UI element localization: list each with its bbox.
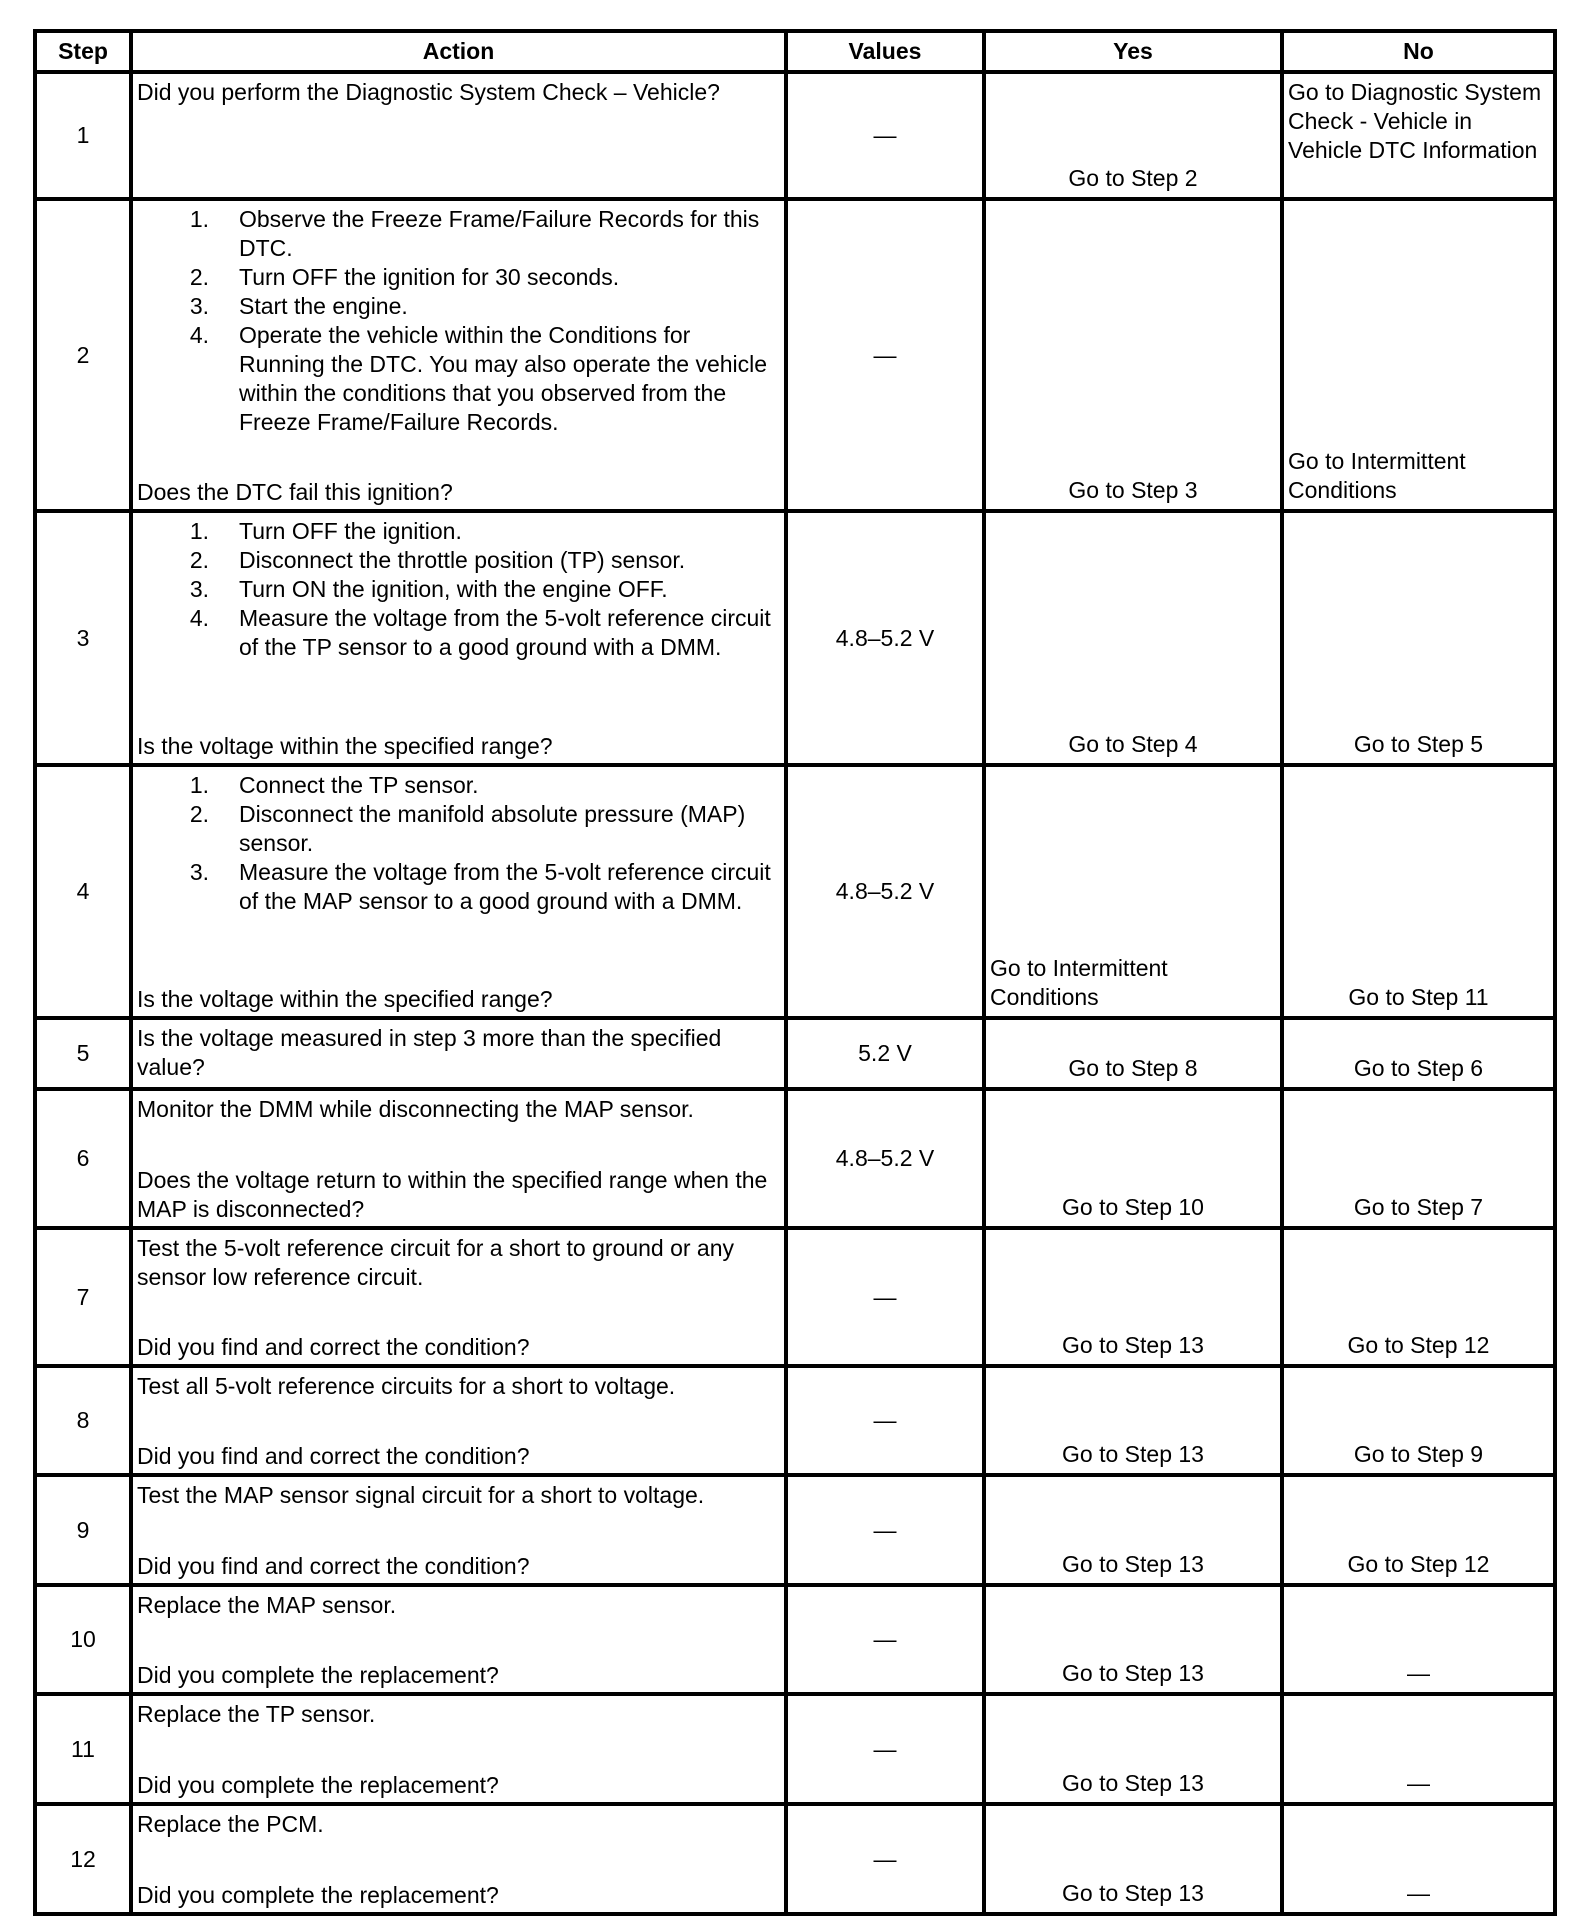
yes-result: Go to Step 13	[986, 1696, 1280, 1802]
action-steps-list	[137, 205, 780, 437]
action-step-item	[137, 205, 780, 263]
action-step-number: 4.	[189, 605, 209, 631]
header-action: Action	[133, 33, 784, 70]
action-step-text: Operate the vehicle within the Conditions for Running the DTC. You may also operate the vehicle within the conditions that you observed from the Freeze Frame/Failure Records.	[239, 322, 768, 435]
action-step-item	[137, 263, 780, 292]
action-steps-list	[137, 771, 780, 916]
values-cell: —	[788, 1477, 982, 1583]
no-result: Go to Step 6	[1284, 1020, 1553, 1087]
no-result: —	[1284, 1696, 1553, 1802]
action-question: Is the voltage within the specified range?	[137, 733, 553, 759]
action-step-text: Connect the TP sensor.	[239, 772, 479, 798]
action-top	[137, 1024, 780, 1082]
no-result: Go to Intermittent Conditions	[1284, 201, 1553, 509]
action-text: Replace the MAP sensor.	[137, 1592, 397, 1618]
step-number: 10	[37, 1587, 129, 1692]
action-step-text: Turn ON the ignition, with the engine OFF.	[239, 576, 668, 602]
yes-result: Go to Step 13	[986, 1368, 1280, 1473]
action-step-text: Turn OFF the ignition for 30 seconds.	[239, 264, 620, 290]
action-top	[137, 78, 780, 107]
step-number: 11	[37, 1696, 129, 1802]
action-cell	[133, 201, 784, 509]
action-step-text: Disconnect the throttle position (TP) sensor.	[239, 547, 686, 573]
action-text: Test the MAP sensor signal circuit for a short to voltage.	[137, 1482, 705, 1508]
header-step: Step	[37, 33, 129, 70]
yes-result: Go to Step 13	[986, 1806, 1280, 1912]
action-step-number: 3.	[189, 859, 209, 885]
action-step-number: 2.	[189, 547, 209, 573]
action-top	[137, 205, 780, 437]
action-text: Replace the TP sensor.	[137, 1701, 376, 1727]
yes-result: Go to Step 10	[986, 1091, 1280, 1226]
action-top	[137, 1095, 780, 1124]
yes-result: Go to Step 3	[986, 201, 1280, 509]
action-step-number: 2.	[189, 264, 209, 290]
yes-result: Go to Step 13	[986, 1230, 1280, 1364]
no-result: —	[1284, 1806, 1553, 1912]
action-text: Replace the PCM.	[137, 1811, 324, 1837]
action-top	[137, 1234, 780, 1292]
action-step-item	[137, 292, 780, 321]
no-result: Go to Step 11	[1284, 767, 1553, 1016]
action-step-text: Measure the voltage from the 5-volt reference circuit of the MAP sensor to a good ground with a DMM.	[239, 859, 771, 914]
action-cell	[133, 1020, 784, 1087]
step-number: 3	[37, 513, 129, 763]
action-top	[137, 1591, 780, 1620]
action-step-item	[137, 604, 780, 662]
action-cell	[133, 74, 784, 197]
action-cell	[133, 767, 784, 1016]
action-top	[137, 517, 780, 662]
values-cell: —	[788, 201, 982, 509]
action-cell	[133, 1477, 784, 1583]
step-number: 6	[37, 1091, 129, 1226]
yes-result: Go to Step 2	[986, 74, 1280, 197]
no-result: Go to Diagnostic System Check - Vehicle in Vehicle DTC Information	[1284, 74, 1553, 197]
header-values: Values	[788, 33, 982, 70]
action-step-item	[137, 771, 780, 800]
header-yes: Yes	[986, 33, 1280, 70]
yes-result: Go to Step 4	[986, 513, 1280, 763]
action-text: Monitor the DMM while disconnecting the MAP sensor.	[137, 1096, 694, 1122]
action-step-item	[137, 575, 780, 604]
yes-result: Go to Step 13	[986, 1477, 1280, 1583]
yes-result: Go to Step 13	[986, 1587, 1280, 1692]
step-number: 5	[37, 1020, 129, 1087]
action-top	[137, 1810, 780, 1839]
yes-result: Go to Intermittent Conditions	[986, 767, 1280, 1016]
step-number: 1	[37, 74, 129, 197]
step-number: 8	[37, 1368, 129, 1473]
action-step-text: Observe the Freeze Frame/Failure Records for this DTC.	[239, 206, 760, 261]
step-number: 2	[37, 201, 129, 509]
no-result: Go to Step 12	[1284, 1477, 1553, 1583]
action-cell	[133, 1696, 784, 1802]
action-step-number: 1.	[189, 772, 209, 798]
action-step-item	[137, 517, 780, 546]
action-step-number: 4.	[189, 322, 209, 348]
values-cell: —	[788, 1806, 982, 1912]
action-text: Test the 5-volt reference circuit for a short to ground or any sensor low reference circuit.	[137, 1235, 735, 1290]
action-text: Did you perform the Diagnostic System Check – Vehicle?	[137, 79, 720, 105]
no-result: —	[1284, 1587, 1553, 1692]
action-question: Did you complete the replacement?	[137, 1772, 499, 1798]
no-result: Go to Step 12	[1284, 1230, 1553, 1364]
values-cell: 4.8–5.2 V	[788, 767, 982, 1016]
step-number: 4	[37, 767, 129, 1016]
header-no: No	[1284, 33, 1553, 70]
action-cell	[133, 513, 784, 763]
action-top	[137, 1481, 780, 1510]
action-step-text: Start the engine.	[239, 293, 408, 319]
action-step-number: 3.	[189, 293, 209, 319]
values-cell: —	[788, 1696, 982, 1802]
action-question: Does the DTC fail this ignition?	[137, 479, 453, 505]
action-question: Did you find and correct the condition?	[137, 1334, 530, 1360]
step-number: 12	[37, 1806, 129, 1912]
values-cell: —	[788, 1587, 982, 1692]
yes-result: Go to Step 8	[986, 1020, 1280, 1087]
action-question: Did you find and correct the condition?	[137, 1443, 530, 1469]
action-step-item	[137, 546, 780, 575]
action-cell	[133, 1587, 784, 1692]
action-cell	[133, 1230, 784, 1364]
action-step-number: 1.	[189, 206, 209, 232]
values-cell: 4.8–5.2 V	[788, 513, 982, 763]
action-step-item	[137, 321, 780, 437]
action-question: Is the voltage within the specified range?	[137, 986, 553, 1012]
values-cell: —	[788, 1230, 982, 1364]
no-result: Go to Step 7	[1284, 1091, 1553, 1226]
no-result: Go to Step 9	[1284, 1368, 1553, 1473]
action-step-text: Turn OFF the ignition.	[239, 518, 462, 544]
action-cell	[133, 1806, 784, 1912]
action-cell	[133, 1091, 784, 1226]
action-text: Test all 5-volt reference circuits for a short to voltage.	[137, 1373, 676, 1399]
diagnostic-table	[33, 29, 1557, 1916]
action-step-item	[137, 858, 780, 916]
action-question: Did you find and correct the condition?	[137, 1553, 530, 1579]
action-top	[137, 1700, 780, 1729]
action-steps-list	[137, 517, 780, 662]
action-top	[137, 771, 780, 916]
action-step-text: Measure the voltage from the 5-volt reference circuit of the TP sensor to a good ground with a DMM.	[239, 605, 771, 660]
action-question: Did you complete the replacement?	[137, 1662, 499, 1688]
values-cell: 4.8–5.2 V	[788, 1091, 982, 1226]
action-step-number: 2.	[189, 801, 209, 827]
action-step-text: Disconnect the manifold absolute pressure (MAP) sensor.	[239, 801, 746, 856]
action-text: Is the voltage measured in step 3 more than the specified value?	[137, 1025, 722, 1080]
action-step-number: 3.	[189, 576, 209, 602]
values-cell: —	[788, 74, 982, 197]
action-cell	[133, 1368, 784, 1473]
step-number: 7	[37, 1230, 129, 1364]
action-question: Did you complete the replacement?	[137, 1882, 499, 1908]
step-number: 9	[37, 1477, 129, 1583]
values-cell: 5.2 V	[788, 1020, 982, 1087]
no-result: Go to Step 5	[1284, 513, 1553, 763]
action-step-number: 1.	[189, 518, 209, 544]
action-question: Does the voltage return to within the specified range when the MAP is disconnected?	[137, 1167, 768, 1222]
action-step-item	[137, 800, 780, 858]
values-cell: —	[788, 1368, 982, 1473]
action-top	[137, 1372, 780, 1401]
